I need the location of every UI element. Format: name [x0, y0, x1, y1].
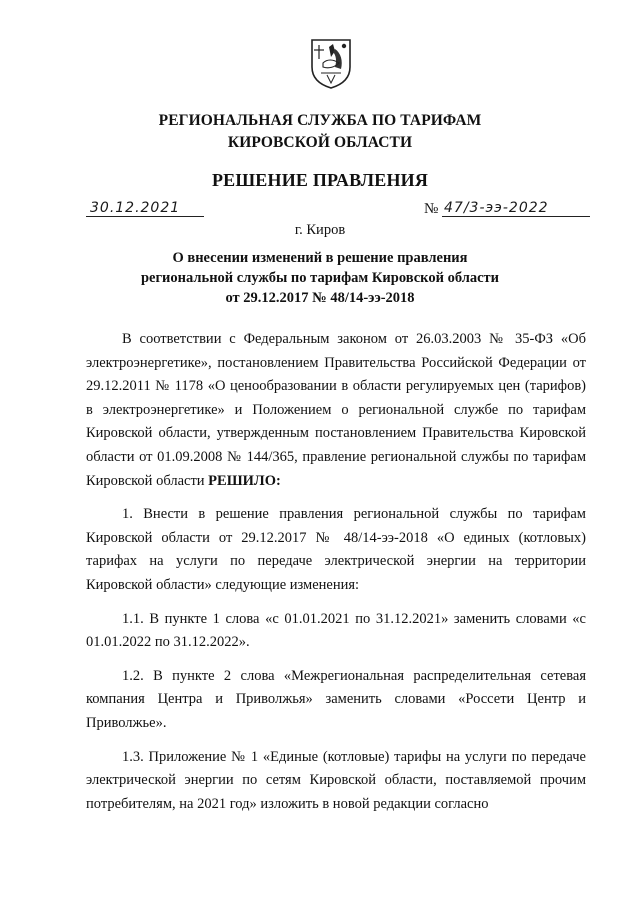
number-sign: № [424, 201, 439, 217]
subject-line3: от 29.12.2017 № 48/14-ээ-2018 [225, 290, 415, 306]
organization-name-line2: КИРОВСКОЙ ОБЛАСТИ [227, 134, 413, 151]
clause-1-3-paragraph: 1.3. Приложение № 1 «Единые (котловые) тарифы на услуги по передаче электрической энергии по сетям Кировской области, поставляемой прочим потребителям, на 2021 год» изложить в новой редакции согласно [86, 748, 586, 812]
clause-1-1-paragraph: 1.1. В пункте 1 слова «с 01.01.2021 по 31.12.2021» заменить словами «с 01.01.2022 по 31.12.2022». [86, 610, 586, 651]
clause-1-paragraph: 1. Внести в решение правления региональной службы по тарифам Кировской области от 29.12.2017 № 48/14-ээ-2018 «О единых (котловых) тарифах на услуги по передаче электрической энергии на территории Кировской области» следующие изменения: [86, 506, 586, 593]
decision-date-handwritten: 30.12.2021 [90, 200, 181, 216]
organization-name-line1: РЕГИОНАЛЬНАЯ СЛУЖБА ПО ТАРИФАМ [158, 112, 482, 129]
subject-line1: О внесении изменений в решение правления [172, 250, 468, 266]
decided-word: РЕШИЛО: [208, 472, 281, 489]
date-underline [86, 216, 204, 217]
decision-subject [0, 248, 640, 308]
city-name: г. Киров [294, 222, 346, 238]
preamble-text: В соответствии с Федеральным законом от 26.03.2003 № 35-ФЗ «Об электроэнергетике», постановлением Правительства Российской Федерации от 29.12.2011 № 1178 «О ценообразовании в области регулируемых цен (тарифов) в электроэнергетике» и Положением о региональной службе по тарифам Кировской области, утвержденным постановлением Правительства Кировской области от 01.09.2008 № 144/365, правление региональной службы по тарифам Кировской области [86, 331, 586, 489]
number-underline [442, 216, 590, 217]
kirov-region-coat-of-arms-icon [309, 37, 353, 89]
document-type-title: РЕШЕНИЕ ПРАВЛЕНИЯ [211, 170, 429, 190]
decision-number-handwritten: 47/3-ээ-2022 [444, 200, 549, 216]
clause-1-2-paragraph: 1.2. В пункте 2 слова «Межрегиональная распределительная сетевая компания Центра и Приволжья» заменить словами «Россети Центр и Приволжье». [86, 667, 586, 731]
preamble-paragraph [86, 328, 586, 493]
subject-line2: региональной службы по тарифам Кировской области [140, 270, 500, 286]
decision-body [86, 328, 586, 816]
